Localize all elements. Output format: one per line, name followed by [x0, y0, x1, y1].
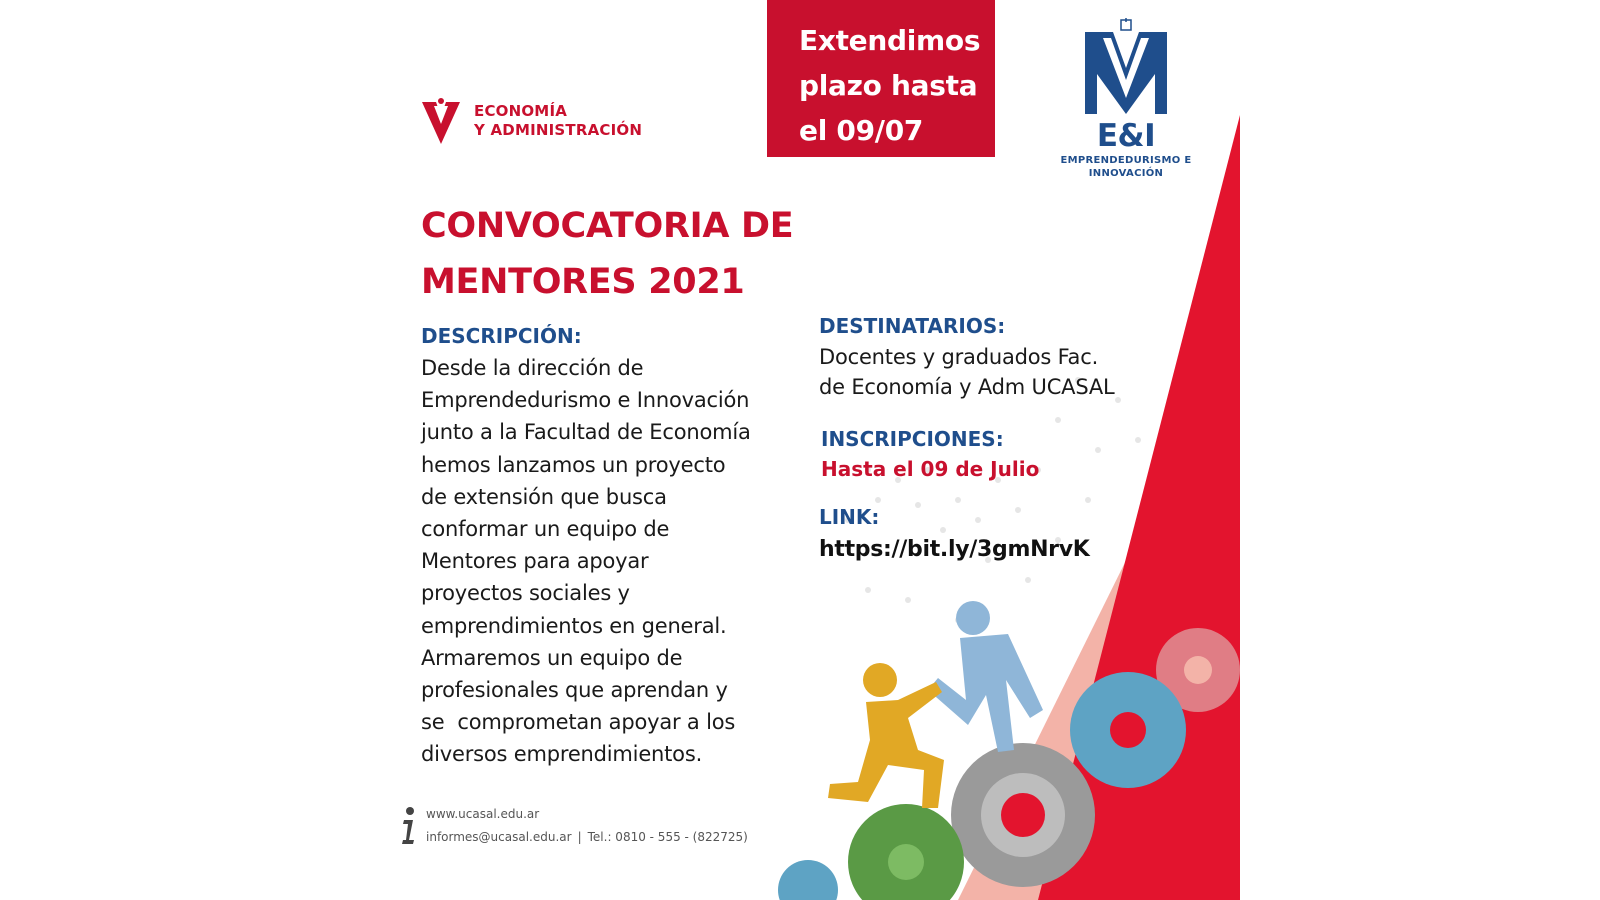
deadline-line3: el 09/07	[799, 114, 924, 147]
descripcion-line: de extensión que busca	[421, 484, 667, 509]
descripcion-line: profesionales que aprendan y	[421, 678, 728, 703]
footer-phone: Tel.: 0810 - 555 - (822725)	[587, 830, 748, 844]
deadline-badge	[767, 0, 995, 157]
ei-letters: E&I	[1096, 118, 1156, 154]
economia-line2: Y ADMINISTRACIÓN	[474, 121, 643, 139]
footer-separator: |	[577, 830, 582, 844]
destinatarios-body	[819, 342, 1115, 402]
person-yellow-icon	[828, 663, 944, 808]
economia-logo	[422, 98, 642, 144]
descripcion-line: hemos lanzamos un proyecto	[421, 452, 726, 477]
inscripciones-label: INSCRIPCIONES:	[821, 427, 1004, 451]
registration-link[interactable]: https://bit.ly/3gmNrvK	[819, 537, 1090, 562]
title-line2: MENTORES 2021	[421, 262, 745, 302]
info-icon	[398, 806, 418, 846]
dot-pattern	[845, 377, 1141, 623]
ei-sub-line2: INNOVACIÓN	[1088, 168, 1164, 179]
gear-green-icon	[848, 804, 964, 900]
descripcion-line: Desde la dirección de	[421, 356, 644, 380]
footer-contact	[426, 829, 748, 845]
economia-v-icon	[422, 98, 460, 144]
footer-website-link[interactable]: www.ucasal.edu.ar	[426, 807, 540, 821]
destinatarios-label: DESTINATARIOS:	[819, 314, 1006, 338]
page-title	[421, 198, 793, 310]
gear-blue-icon	[1070, 672, 1186, 788]
descripcion-line: proyectos sociales y	[421, 581, 630, 606]
descripcion-label: DESCRIPCIÓN:	[421, 324, 582, 348]
poster	[398, 0, 1240, 900]
deadline-line1: Extendimos	[799, 24, 981, 57]
destinatarios-line1: Docentes y graduados Fac.	[819, 345, 1099, 369]
person-blue-icon	[928, 601, 1043, 752]
descripcion-line: Emprendedurismo e Innovación	[421, 388, 750, 413]
ei-logo	[1036, 18, 1216, 180]
deadline-line2: plazo hasta	[799, 69, 978, 102]
descripcion-line: conformar un equipo de	[421, 517, 670, 542]
descripcion-line: emprendimientos en general.	[421, 613, 727, 638]
footer-email-link[interactable]: informes@ucasal.edu.ar	[426, 830, 572, 844]
descripcion-line: diversos emprendimientos.	[421, 742, 703, 767]
descripcion-line: se comprometan apoyar a los	[421, 710, 736, 735]
descripcion-line: junto a la Facultad de Economía	[421, 420, 751, 445]
descripcion-body	[421, 352, 751, 771]
link-label: LINK:	[819, 505, 880, 529]
inscripciones-deadline: Hasta el 09 de Julio	[821, 457, 1040, 481]
descripcion-line: Mentores para apoyar	[421, 549, 649, 574]
gear-blue-small-icon	[778, 860, 838, 900]
ei-v-mark-icon	[1083, 18, 1169, 118]
descripcion-line: Armaremos un equipo de	[421, 645, 683, 670]
gear-gray-icon	[951, 743, 1095, 887]
title-line1: CONVOCATORIA DE	[421, 206, 794, 246]
teamwork-gears-icon	[768, 590, 1240, 900]
ei-sub-line1: EMPRENDEDURISMO E	[1060, 155, 1192, 166]
economia-line1: ECONOMÍA	[474, 102, 568, 120]
destinatarios-line2: de Economía y Adm UCASAL	[819, 375, 1115, 399]
